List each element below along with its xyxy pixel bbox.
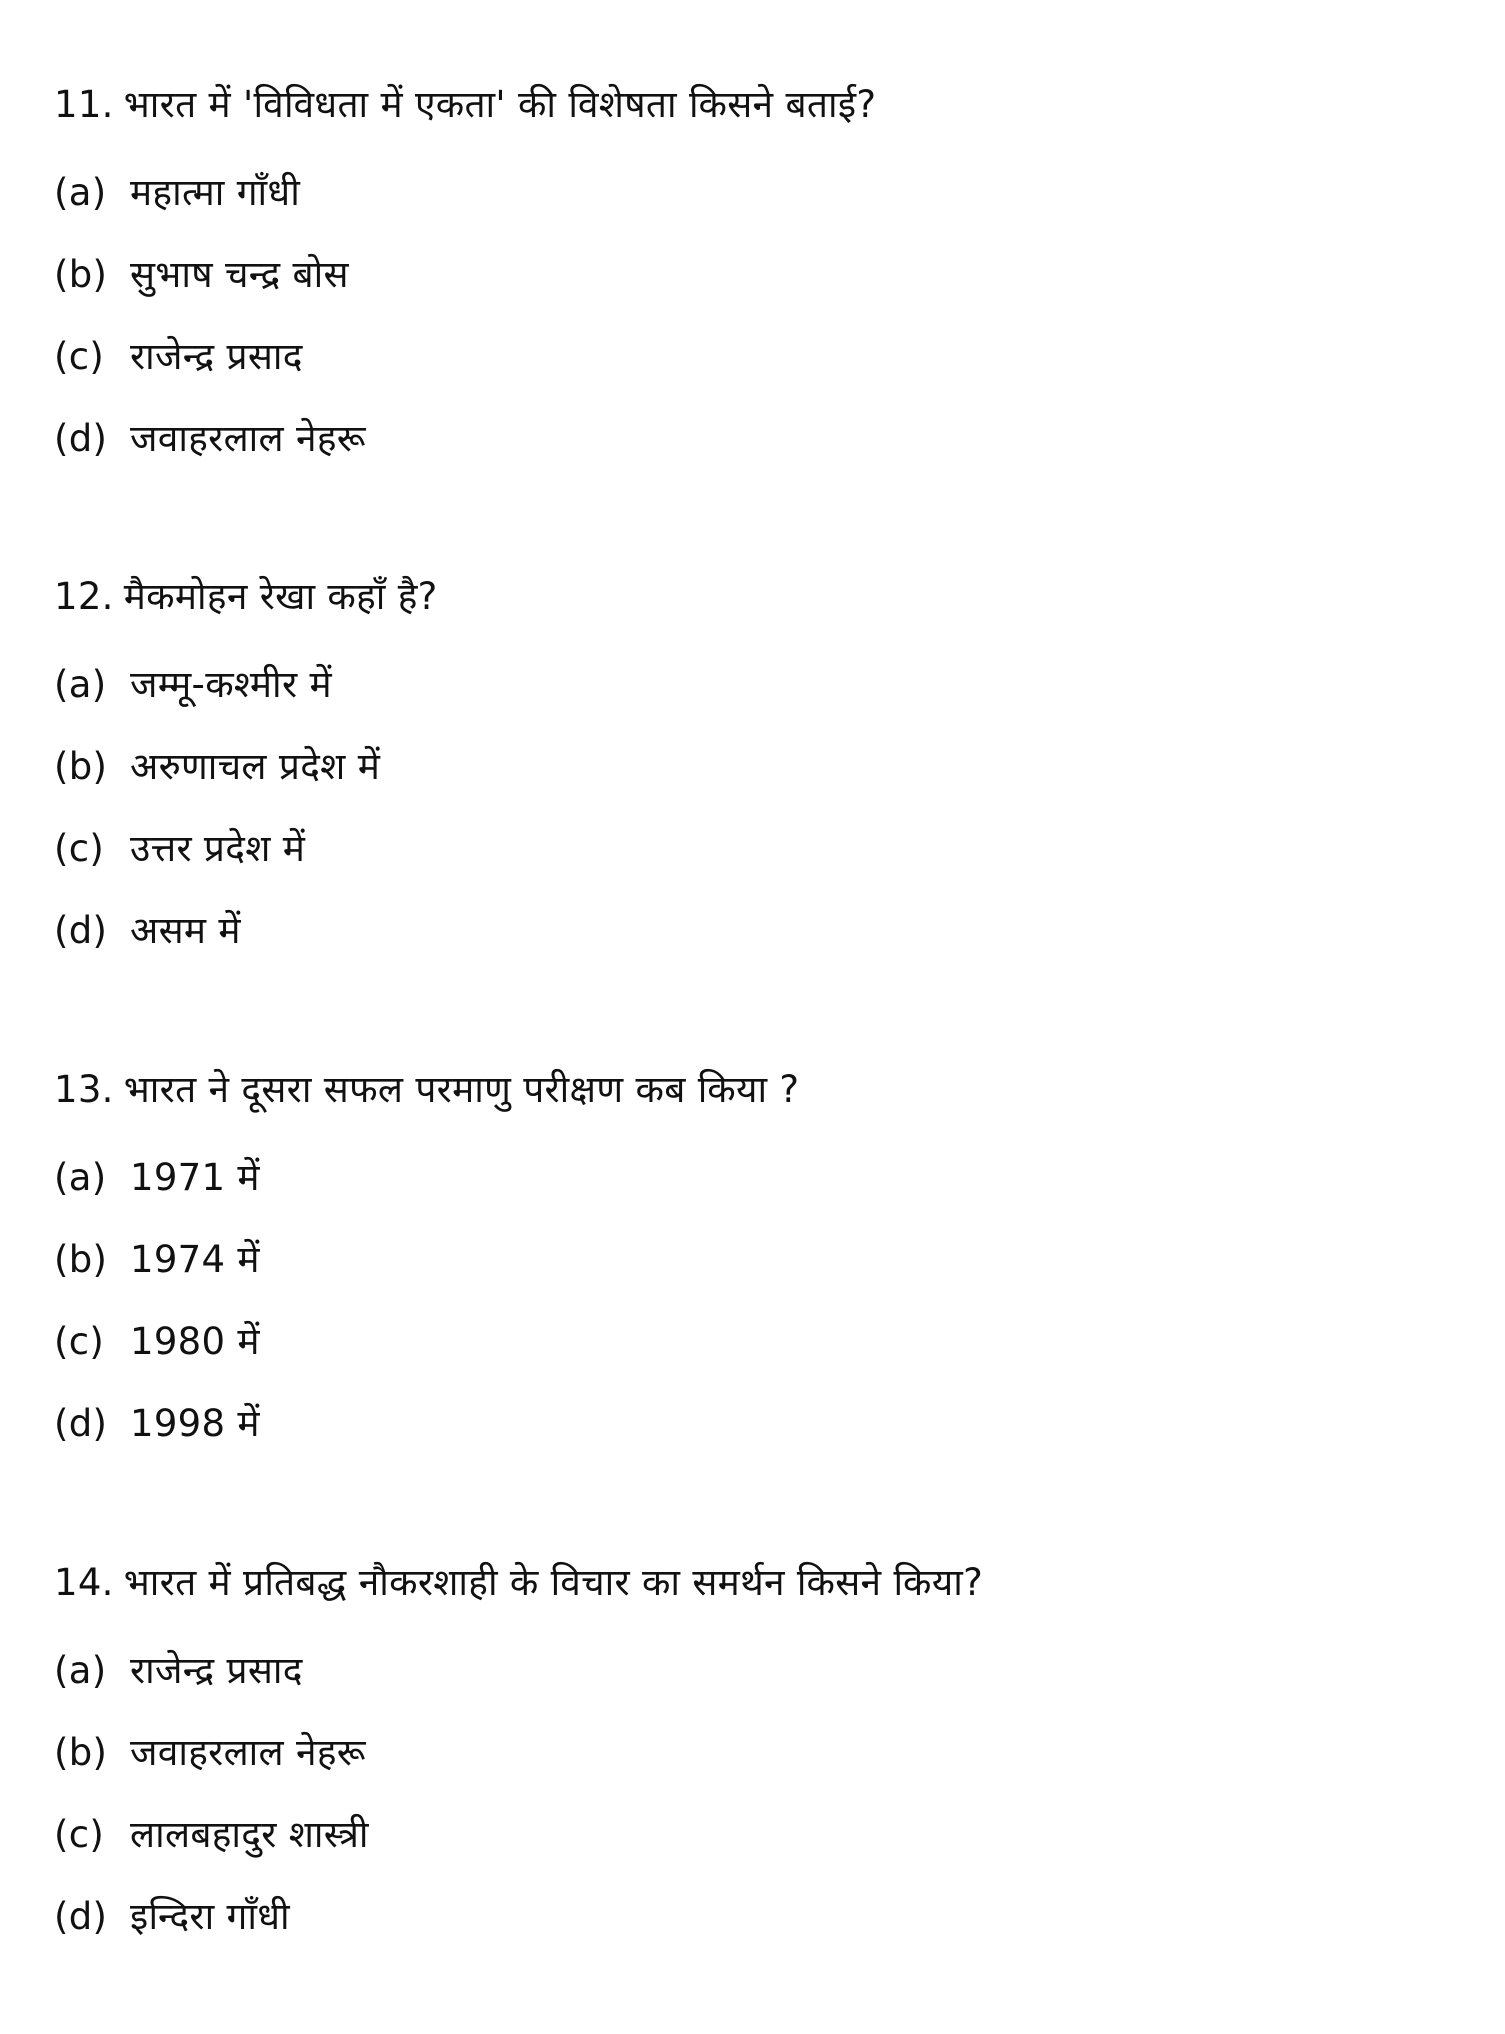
option-d xyxy=(54,398,1454,480)
question-13 xyxy=(54,1055,1454,1465)
option-label: (d) xyxy=(54,1402,108,1445)
option-label: (b) xyxy=(54,1731,108,1774)
option-text: राजेन्द्र प्रसाद xyxy=(130,335,303,378)
option-label: (a) xyxy=(54,1156,107,1199)
question-text: मैकमोहन रेखा कहाँ है? xyxy=(123,575,438,618)
option-text: जवाहरलाल नेहरू xyxy=(130,1731,366,1774)
option-a xyxy=(54,1630,1454,1712)
question-13-line xyxy=(54,1055,1454,1137)
option-c xyxy=(54,1794,1454,1876)
question-number: 11. xyxy=(54,83,114,126)
question-text: भारत ने दूसरा सफल परमाणु परीक्षण कब किया ? xyxy=(123,1068,800,1111)
option-label: (d) xyxy=(54,1895,108,1938)
option-a xyxy=(54,152,1454,234)
option-label: (c) xyxy=(54,1813,105,1856)
option-c xyxy=(54,1301,1454,1383)
option-label: (c) xyxy=(54,335,105,378)
option-text: 1980 में xyxy=(130,1320,260,1363)
option-text: उत्तर प्रदेश में xyxy=(130,827,306,870)
option-a xyxy=(54,644,1454,726)
option-label: (d) xyxy=(54,417,108,460)
question-number: 13. xyxy=(54,1068,114,1111)
question-number: 12. xyxy=(54,575,114,618)
option-label: (c) xyxy=(54,827,105,870)
question-number: 14. xyxy=(54,1561,114,1604)
option-b xyxy=(54,234,1454,316)
option-label: (b) xyxy=(54,1238,108,1281)
question-text: भारत में 'विविधता में एकता' की विशेषता किसने बताई? xyxy=(123,83,877,126)
option-text: असम में xyxy=(130,909,241,952)
option-text: महात्मा गाँधी xyxy=(130,171,301,214)
option-text: जवाहरलाल नेहरू xyxy=(130,417,366,460)
question-text: भारत में प्रतिबद्ध नौकरशाही के विचार का समर्थन किसने किया? xyxy=(123,1561,984,1604)
question-11 xyxy=(54,70,1454,480)
option-a xyxy=(54,1137,1454,1219)
option-text: सुभाष चन्द्र बोस xyxy=(130,253,349,296)
option-b xyxy=(54,726,1454,808)
option-d xyxy=(54,1876,1454,1958)
option-label: (b) xyxy=(54,745,108,788)
option-label: (a) xyxy=(54,663,107,706)
option-text: इन्दिरा गाँधी xyxy=(130,1895,290,1938)
option-label: (a) xyxy=(54,171,107,214)
option-c xyxy=(54,808,1454,890)
option-text: 1998 में xyxy=(130,1402,260,1445)
option-text: अरुणाचल प्रदेश में xyxy=(130,745,381,788)
option-b xyxy=(54,1712,1454,1794)
question-12 xyxy=(54,562,1454,972)
option-label: (c) xyxy=(54,1320,105,1363)
option-text: राजेन्द्र प्रसाद xyxy=(130,1649,303,1692)
option-c xyxy=(54,316,1454,398)
option-text: 1974 में xyxy=(130,1238,260,1281)
option-label: (b) xyxy=(54,253,108,296)
question-11-line xyxy=(54,70,1454,152)
question-14-line xyxy=(54,1548,1454,1630)
option-d xyxy=(54,890,1454,972)
option-text: जम्मू-कश्मीर में xyxy=(130,663,332,706)
option-b xyxy=(54,1219,1454,1301)
option-label: (a) xyxy=(54,1649,107,1692)
option-d xyxy=(54,1383,1454,1465)
option-label: (d) xyxy=(54,909,108,952)
option-text: 1971 में xyxy=(130,1156,260,1199)
option-text: लालबहादुर शास्त्री xyxy=(130,1813,369,1856)
question-12-line xyxy=(54,562,1454,644)
question-14 xyxy=(54,1548,1454,1958)
